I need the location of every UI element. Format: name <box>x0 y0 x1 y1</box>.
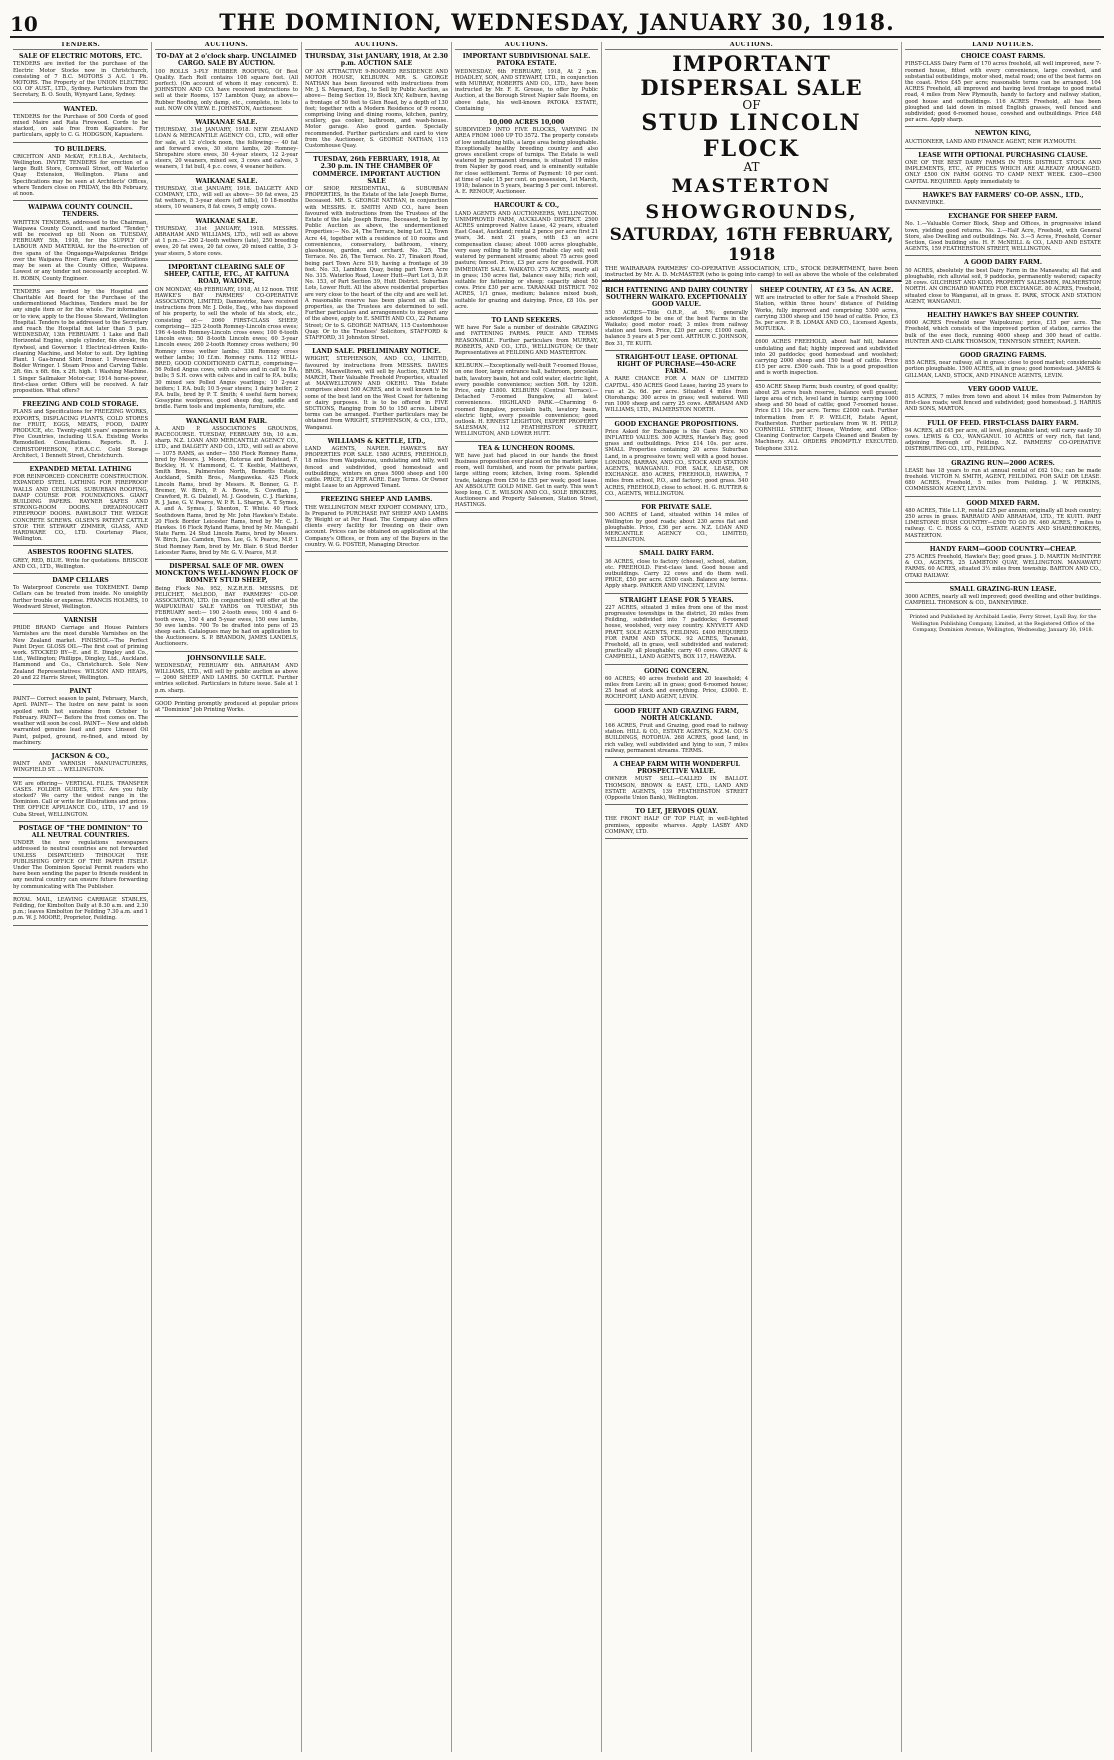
advertisement <box>13 289 148 398</box>
column-header: TENDERS. <box>13 42 148 50</box>
ad-body: 855 ACRES, near railway, all in grass; close to good market; considerable portion ploughable. 1500 ACRES, all in grass; good homestead. JAMES & GILLMAN, LAND, STOCK, AND FINANCE AGENTS, LEVIN. <box>905 360 1101 379</box>
column-header: AUCTIONS. <box>605 42 898 50</box>
advertisement <box>755 384 898 456</box>
divider <box>905 609 1101 610</box>
advertisement <box>13 617 148 685</box>
divider <box>305 551 448 552</box>
advertisement <box>305 438 448 494</box>
divider <box>13 142 148 143</box>
divider <box>13 613 148 614</box>
ad-body: 6000 ACRES Freehold near Waipukurau; price, £15 per acre. The Freehold, which consists of the improved portion of station, carries the bulk of the ewe flock, running 4000 sheep and 300 head of cattle. HUNTER AND CLARK THOMSON, TENNYSON STREET, NAPIER. <box>905 320 1101 345</box>
ad-body: ON MONDAY, 4th FEBRUARY, 1918, At 12 noon. THE HAWKE'S BAY FARMERS' CO-OPERATIVE ASSOCIATION, LIMITED, Dannevirke, have received instructions from Mr. J. Doile, Esq., who has disposed of his property, to sell the whole of his stock, etc., consisting of:— 2060 FIRST-CLASS SHEEP, comprising— 325 2-tooth Romney-Lincoln cross ewes; 196 4-tooth Romney-Lincoln cross ewes; 100 6-tooth Lincoln ewes; 50 8-tooth Lincoln ewes; 60 3-year Lincoln ewes; 260 2-tooth Romney cross wethers; 90 Romney cross wether lambs; 338 Romney cross wether lambs; 10 f.f.m. Romney rams. 112 WELL-BRED, GOOD CONDITIONED CATTLE, comprising— 56 Polled Angus cows, with calves and in calf to P.A. bulls; 5 S.H. cows with calves and in calf to P.A. bulls; 30 mixed sex Polled Angus yearlings; 10 2-year heifers; 1 P.A. bull; 10 5-year steers; 1 dairy heifer; 2 P.A. bulls, bred by P. T. Smith; 4 useful farm horses; Gossypine woolpress, good sheep dog, saddle and bridle. Farm tools and implements, furniture, etc. <box>155 286 298 411</box>
advertisement <box>155 178 298 215</box>
ad-heading: TO LET, JERVOIS QUAY. <box>635 808 718 816</box>
divider <box>13 925 148 926</box>
ad-body: THURSDAY, 31st JANUARY, 1918. DALGETY AND COMPANY, LTD., will sell as above— 50 fat ewes, 25 fat wethers, 8 3-year steers (off hills), 10 18-months steers, 10 weaners, 8 fat cows, 5 empty cows. <box>155 185 298 211</box>
advertisement <box>13 897 148 926</box>
ad-body: TENDERS are invited by the Hospital and Charitable Aid Board for the Purchase of the undermentioned Machines, Tenders must be for any single item or for the whole. For information or to view, apply to the House Steward, Wellington Hospital. Tenders to be addressed to the Secretary and reach the Hospital not later than 5 p.m. WEDNESDAY, 13th FEBRUARY. 1 Lake and Ball Horizontal Engine, single cylinder, 6in stroke, 9in flywheel, and Governor. 1 Electrical-driven Knife-cleaning Machine, and Motor to suit. Dry lighting Plant. 1 Gas-brand Shirt Ironer. 1 Power-driven Bolder Wringer. 1 Steam Press and Carving Table. 2ft. 6in. x 6ft. 6in. x 2ft. high. 1 Washing Machine. 1 Singer Sailmaker Motor-car, 1914 horse-power, first-class order. Offers will be received. A fair proposition. What offers? <box>13 288 148 394</box>
divider <box>605 804 748 805</box>
advertisement <box>155 218 298 261</box>
advertisement <box>905 312 1101 349</box>
dispersal-intro: THE WAIRARAPA FARMERS' CO-OPERATIVE ASSOCIATION, LTD., STOCK DEPARTMENT, have been instructed by Mr. A. D. McMASTER (who is going into camp) to sell as above the whole of the celebrated MATAWHERO LINCOLN FLOCK (N.Z.L.F.B.), comprising approximately:— <box>605 265 898 282</box>
divider <box>13 102 148 103</box>
divider <box>605 838 748 839</box>
divider <box>905 496 1101 497</box>
advertisement <box>155 701 298 717</box>
ad-body: AUCTIONEER, LAND AND FINANCE AGENT, NEW PLYMOUTH. <box>905 138 1077 145</box>
advertisement <box>13 106 148 143</box>
advertisement <box>905 130 1101 148</box>
divider <box>905 416 1101 417</box>
ad-body: LAND AGENTS, NAPIER. HAWKE'S BAY PROPERTIES FOR SALE. 1580 ACRES, FREEHOLD, 18 miles from Waipukurau, undulating and hilly, well fenced and subdivided, good homestead and outbuildings, winters on grass 5000 sheep and 100 cattle. PRICE, £12 PER ACRE. Easy Terms. Or Owner might Lease to an Approved Tenant. <box>305 445 448 490</box>
divider <box>155 174 298 175</box>
column-tenders <box>10 42 152 1752</box>
advertisement <box>605 550 748 593</box>
ad-heading: PAINT <box>69 688 92 696</box>
ad-body: PAINT— Correct season to paint, February, March, April. PAINT— The lustre on new paint is soon spoiled with hot sunshine from October to February. PAINT— Before the frost comes on. The weather will soon be cool. PAINT— New and oldish warranted genuine lead and pure Linseed Oil Paint, pulped, ground, re-fined, and mixed by machinery. <box>13 696 148 746</box>
ad-body: Price Asked for Exchange is the Cash Price. NO INFLATED VALUES. 300 ACRES, Hawke's Bay, good grass and outbuildings. Price £14 10s. per acre. SMALL Properties containing 20 acres Suburban Land, in a progressive town; well with a good house. LONDON, BARRAN, AND CO., STOCK AND STATION AGENTS, WANGANUI. FOR SALE, LEASE, OR EXCHANGE. 850 ACRES, FREEHOLD, HAWERA, 7 miles from school, P.O., and factory; good grass. 540 ACRES, FREEHOLD, close to school. H. G. RUTTER & CO., AGENTS, WELLINGTON. <box>605 428 749 497</box>
ad-heading: POSTAGE OF "THE DOMINION" TO ALL NEUTRAL COUNTRIES. <box>18 824 143 839</box>
ad-heading: GOOD GRAZING FARMS. <box>959 351 1047 359</box>
ad-heading: EXCHANGE FOR SHEEP FARM. <box>948 213 1058 221</box>
ad-body: LEASE has 18 years to run at annual rental of £62 10s.; can be made freehold. VICTOR N. SMITH, AGENT, FEILDING. FOR SALE OR LEASE. 680 ACRES, Freehold, 5 miles from Feilding. J. W. PERKINS, COMMISSION AGENT, LEVIN. <box>905 467 1101 493</box>
divider <box>755 455 898 456</box>
ad-body: KELBURN.—Exceptionally well-built 7-roomed House, on one floor, large entrance hall, bathroom, porcelain bath, lavatory basin, hot and cold water, electric light, every possible convenience; section 50ft. by 120ft. Price, only £1800. KELBURN (Central Terrace).—Detached 7-roomed Bungalow, all latest conveniences. HIGHLAND PARK.—Charming 6-roomed Bungalow, porcelain bath, lavatory basin, electric light, every possible convenience; good outlook. H. ERNEST LEIGHTON, EXPERT PROPERTY SALESMAN, 112 FEATHERSTON STREET, WELLINGTON, AND LOWER HUTT. <box>455 363 598 438</box>
ad-heading: FOR PRIVATE SALE. <box>641 504 712 512</box>
ad-heading: FREEZING AND COLD STORAGE. <box>22 401 139 409</box>
ad-heading: TEA & LUNCHEON ROOMS. <box>478 444 575 452</box>
advertisement <box>455 363 598 441</box>
divider <box>755 380 898 381</box>
dispersal-title: IMPORTANT DISPERSAL SALE <box>640 51 863 101</box>
ad-body: WRITTEN TENDERS, addressed to the Chairman, Waipawa County Council, and marked "Tender," will be received up till Noon on TUESDAY, FEBRUARY 5th, 1918, for the SUPPLY OF LABOUR AND MATERIAL for the Re-erection of five spans of the Ongaonga-Waipukurau Bridge over the Waipawa River. Plans and specifications may be seen at the County Office, Waipawa. Lowest or any tender not necessarily accepted. W. H. ROBIN, County Engineer. <box>13 219 148 282</box>
divider <box>455 198 598 199</box>
ad-heading: GOOD MIXED FARM. <box>966 499 1040 507</box>
divider <box>13 821 148 822</box>
advertisement <box>905 460 1101 497</box>
ad-heading: GOOD FRUIT AND GRAZING FARM, NORTH AUCKLAND. <box>614 707 739 722</box>
advertisement <box>755 339 898 380</box>
advertisement <box>13 466 148 546</box>
ad-heading: FREEZING SHEEP AND LAMBS. <box>320 496 433 504</box>
ad-heading: JOHNSONVILLE SALE. <box>186 654 267 662</box>
dispersal-at: AT <box>743 160 760 175</box>
advertisement <box>155 563 298 652</box>
divider <box>905 582 1101 583</box>
advertisement <box>605 287 748 351</box>
ad-heading: TO BUILDERS. <box>54 145 107 153</box>
ad-body: 3000 ACRES, nearly all well improved; good dwelling and other buildings. CAMPBELL THOMSON & CO., DANNEVIRKE. <box>905 594 1101 607</box>
advertisement <box>13 781 148 822</box>
ad-body: WE are offering— VERTICAL FILES. TRANSFER CASES. FOLDER GUIDES, ETC. Are you fully stocked? We carry the widest range in the Dominion. Call or write for illustrations and prices. THE OFFICE APPLIANCE CO., LTD., 17 and 19 Cuba Street, WELLINGTON. <box>13 780 148 818</box>
ad-heading: TUESDAY, 26th FEBRUARY, 1918, At 2.30 p.m. IN THE CHAMBER OF COMMERCE. IMPORTANT AUCTION SALE <box>312 156 441 185</box>
advertisement <box>305 496 448 552</box>
divider <box>455 115 598 116</box>
advertisement <box>305 348 448 435</box>
ad-heading: HAWKE'S BAY FARMERS' CO-OP. ASSN., LTD., <box>922 191 1084 199</box>
ad-heading: TO-DAY at 2 o'clock sharp. UNCLAIMED CARGO. SALE BY AUCTION. <box>156 53 297 68</box>
ad-body: 480 ACRES, Title L.I.P., rental £25 per annum; originally all bush country; 250 acres in grass. BARRAUD AND ABRAHAM, LTD., TE KUITI. PART LIMESTONE BUSH COUNTRY—£500 TO GO IN. 460 ACRES, 7 miles to railway. C. C. ROSS & CO., ESTATE AGENTS AND SHAREBROKERS, MASTERTON. <box>905 507 1101 539</box>
ad-body: 94 ACRES, all £45 per acre, all level, ploughable land; will carry easily 30 cows. LEWIS & CO., WANGANUI. 10 ACRES of very rich, flat land, adjoining Borough of Feilding. N.Z. FARMERS' CO-OPERATIVE DISTRIBUTING CO., LTD., FEILDING. <box>905 427 1101 453</box>
ad-heading: WILLIAMS & KETTLE, LTD., <box>327 437 426 445</box>
ad-body: WEDNESDAY, FEBRUARY 6th. ABRAHAM AND WILLIAMS, LTD., will sell by public auction as above— 2060 SHEEP AND LAMBS. 50 CATTLE. Further entries solicited. Particulars in future issue. Sale at 1 p.m. sharp. <box>155 662 298 694</box>
advertisement <box>605 421 748 501</box>
ad-body: OWNER MUST SELL—CALLED IN BALLOT. THOMSON, BROWN & EAST, LTD., LAND AND ESTATE AGENTS, 139 FEATHERSTON STREET (Opposite Union Bank), Wellington. <box>605 776 748 802</box>
ad-body: 50 ACRES, absolutely the best Dairy Farm in the Manawatu; all flat and ploughable, rich alluvial soil, 9 paddocks, permanently watered; capacity 28 cows. GILCHRIST AND KIDD, PROPERTY SALESMEN, PALMERSTON NORTH. AN ORCHARD WANTED FOR EXCHANGE. 80 ACRES, Freehold, situated close to Wanganui, all in grass. E. PARK, STOCK AND STATION AGENT, WANGANUI. <box>905 267 1101 305</box>
advertisement <box>905 53 1101 127</box>
ad-heading: FULL OF FEED. FIRST-CLASS DAIRY FARM. <box>927 419 1079 427</box>
divider <box>755 335 898 336</box>
divider <box>155 260 298 261</box>
ad-body: 36 ACRES, close to factory (cheese), school, station, etc. FREEHOLD. First-class land. Good house and outbuildings. Carry 22 cows and do them well. PRICE, £50 per acre. £500 cash. Balance any terms. Apply sharp. PARKER AND VINCENT, LEVIN. <box>605 558 748 590</box>
ad-heading: WAIKANAE SALE. <box>195 177 258 185</box>
ad-body: ONE OF THE BEST DAIRY FARMS IN THIS DISTRICT. STOCK AND IMPLEMENTS, ETC., AT PRICES WHICH ARE ALREADY ARRANGED. ONLY £500 ON FARM GOING TO CAMP NEXT WEEK. £300—£500 CAPITAL REQUIRED. Apply immediately to <box>905 160 1101 185</box>
divider <box>305 152 448 153</box>
ad-heading: IMPORTANT CLEARING SALE OF SHEEP, CATTLE, ETC., AT KAITUNA ROAD, WAIONE, <box>164 263 289 286</box>
column-auctions-2 <box>302 42 452 1752</box>
ad-heading: DAMP CELLARS <box>52 577 109 585</box>
ad-body: WEDNESDAY, 6th FEBRUARY, 1918, At 2 p.m. HOADLEY, SON, AND STEWART, LTD., in conjunction with MURRAY, ROBERTS AND CO., LTD., have been instructed by Mr. F. E. Grouse, to offer by Public Auction, at the Borough Street Napier Sale Rooms, on above date, his well-known PATOKA ESTATE, Containing <box>455 68 598 112</box>
ad-heading: IMPORTANT SUBDIVISIONAL SALE. PATOKA ESTATE. <box>462 53 591 68</box>
advertisement <box>455 317 598 360</box>
ad-heading: LAND SALE. PRELIMINARY NOTICE. <box>312 348 441 356</box>
ad-heading: NEWTON KING, <box>974 130 1032 138</box>
divider <box>605 757 748 758</box>
divider <box>905 148 1101 149</box>
advertisement <box>13 401 148 463</box>
ad-heading: EXPANDED METAL LATHING <box>29 465 132 473</box>
ad-heading: SHEEP COUNTRY, AT £3 5s. AN ACRE. <box>759 287 894 294</box>
ad-body: 815 ACRES, 7 miles from town and about 14 miles from Palmerston by first-class roads; well fenced and subdivided; good homestead. J. HARRIS AND SONS, MARTON. <box>905 393 1101 413</box>
ad-body: 100 ROLLS 3-PLY RUBBER ROOFING, Of Best Quality. Each Roll contains 108 square feet. (All perfect). (On account of whom it may concern). E. JOHNSTON AND CO. have received instructions to sell at their Rooms, 157 Lambton Quay, as above— Rubber Roofing, only damp, etc., complete, in lots to suit. NOW ON VIEW. E. JOHNSTON, Auctioneer. <box>155 68 298 112</box>
column-header: AUCTIONS. <box>155 42 298 50</box>
ad-body: PRIDE BRAND Carriage and House Painters Varnishes are the most durable Varnishes on the New Zealand market. FINISHOL—The Perfect Paint Dryer. GLOSS OIL—The first coat of priming work. STOCKED BY—E. and E. Dingley and Co., Ltd., Wellington; Phillipps, Dingley, Ltd., Auckland. Hammond and Co., Christchurch. Sole New Zealand Representatives: WILSON AND HEAPS, 20 and 22 Harris Street, Wellington. <box>13 625 148 681</box>
ad-body: A RARE CHANCE FOR A MAN OF LIMITED CAPITAL. 450 ACRES Good Lease, having 25 years to run at 2s. 6d. per acre. Situated 4 miles from Otorohanga; 300 acres in grass; well watered. Will run 1000 sheep and carry 25 cows. ABRAHAM AND WILLIAMS, LTD., PALMERSTON NORTH. <box>605 376 748 414</box>
dispersal-sale-box <box>602 42 902 282</box>
ad-body: LAND AGENTS AND AUCTIONEERS, WELLINGTON. UNIMPROVED FARM, AUCKLAND DISTRICT. 2500 ACRES unimproved Native Lease, 42 years, situated East Coast, Auckland; rental 2 pence per acre first 21 years, 3d. next 21 years, with £3 an acre compensation clause; about 1000 acres ploughable, very easy rolling to hilly good friable clay soil; well watered by permanent streams; about 75 acres good pasture; fenced. Price, £3 per acre for goodwill. FOR IMMEDIATE SALE. WAIKATO. 275 ACRES, nearly all in grass; 150 acres flat, balance easy hills; rich soil, suitable for fattening or sheep; capacity about 50 cows. Price £30 per acre. TARANAKI DISTRICT. 702 ACRES, 1/1 grass, medium; balance mixed bush, suitable for grazing and dairying. Price, £8 10s. per acre. <box>455 210 598 310</box>
ad-heading: 10,000 ACRES 10,000 <box>488 119 565 127</box>
divider <box>605 593 748 594</box>
ad-heading: WAIKANAE SALE. <box>195 217 258 225</box>
divider <box>13 749 148 750</box>
ad-heading: STRAIGHT LEASE FOR 5 YEARS. <box>619 596 734 604</box>
ad-heading: HEALTHY HAWKE'S BAY SHEEP COUNTRY. <box>927 311 1079 319</box>
advertisement <box>455 119 598 199</box>
advertisement <box>905 152 1101 189</box>
ad-body: 450 ACRE Sheep Farm; bush country, of good quality; about 25 acres bush reserve, balance well grassed; large area of rich, level land in turnip; carrying 1000 sheep and 50 head of cattle; good 7-roomed house. Price £11 10s. per acre. Terms: £2000 cash. Further information from F. P. WELCH, Estate Agent, Featherston. Further particulars from W. H. PHILP, CORNHILL STREET, House, Window, and Office-Cleaning Contractor. Carpets Cleaned and Beaten by Machinery. ALL ORDERS PROMPTLY EXECUTED. Telephone 3312. <box>755 383 898 452</box>
ad-heading: THURSDAY, 31st JANUARY, 1918, At 2.30 p.m. AUCTION SALE <box>305 53 448 68</box>
ad-heading: RICH FATTENING AND DAIRY COUNTRY SOUTHERN WAIKATO. EXCEPTIONALLY GOOD VALUE. <box>605 287 748 309</box>
advertisement <box>605 597 748 665</box>
divider <box>605 350 748 351</box>
advertisement <box>905 386 1101 417</box>
advertisement <box>13 688 148 750</box>
column-auctions-1 <box>152 42 302 1752</box>
ad-heading: STRAIGHT-OUT LEASE. OPTIONAL RIGHT OF PURCHASE—450-ACRE FARM. <box>615 353 738 376</box>
divider <box>155 716 298 717</box>
advertisement <box>13 577 148 614</box>
column-auctions-4 <box>602 284 752 1752</box>
divider <box>155 651 298 652</box>
ad-body: PAINT AND VARNISH MANUFACTURERS, WINGFIELD ST. ... WELLINGTON. <box>13 761 148 774</box>
ad-body: 500 ACRES of Land, situated within 14 miles of Wellington by good roads; about 230 acres flat and ploughable. Price, £36 per acre. N.Z. LOAN AND MERCANTILE AGENCY CO., LIMITED, WELLINGTON. <box>605 512 748 544</box>
advertisement <box>155 264 298 415</box>
ad-heading: TO LAND SEEKERS. <box>491 316 562 324</box>
divider <box>605 546 748 547</box>
ad-heading: HARCOURT & CO., <box>493 202 560 210</box>
advertisement <box>455 445 598 513</box>
advertisement <box>155 53 298 116</box>
ad-body: THE FRONT HALF OF TOP FLAT, in well-lighted premises, opposite wharves. Apply LASBY AND COMPANY, LTD. <box>605 816 748 835</box>
ad-body: FOR REINFORCED CONCRETE CONSTRUCTION. EXPANDED STEEL LATHING FOR FIREPROOF WALLS AND CEILINGS. SUBURBAN ROOFING, DAMP COURSE FOR FOUNDATIONS. GIANT BUILDING PAPERS. RAYNER SAFES AND STRONG-ROOM DOORS. DREADNOUGHT FIREPROOF DOORS. RAWLBOLT THE WEDGE CONCRETE SCREWS. OLSEN'S PATENT CATTLE STOP. THE STEWART ZIMMER, GLASS, AND HARDWARE CO., LTD. Courtenay Place, Wellington. <box>13 474 148 543</box>
ad-body: THURSDAY, 31st JANUARY, 1918. NEW ZEALAND LOAN & MERCANTILE AGENCY CO., LTD., will offer for sale, at 12 o'clock noon, the following:— 40 fat and forward ewes, 30 store lambs, 20 Romney-Shropshire store ewes, 30 4-year steers, 12 2-year steers, 20 weaners, mixed sex, 3 cows and calves, 3 weaners, 1 fat bull, 4 p.c. cows, 4 weaner heifers. <box>155 127 298 171</box>
ad-body: THURSDAY, 31st JANUARY, 1918. MESSRS. ABRAHAM AND WILLIAMS, LTD., will sell as above at 1 p.m.:— 250 2-tooth wethers (late), 250 breeding ewes, 20 fat ewes, 20 fat cows, 20 mixed cattle, 3 3-year steers, 5 store cows. <box>155 225 298 257</box>
advertisement <box>455 202 598 313</box>
column-auctions-5 <box>752 284 902 1752</box>
ad-heading: GOING CONCERN. <box>644 667 709 675</box>
divider <box>455 313 598 314</box>
ad-heading: VERY GOOD VALUE. <box>967 385 1039 393</box>
advertisement <box>13 146 148 202</box>
divider <box>605 500 748 501</box>
divider <box>155 214 298 215</box>
ad-heading: LEASE WITH OPTIONAL PURCHASING CLAUSE. <box>918 151 1088 159</box>
advertisement <box>13 753 148 778</box>
ad-body: GOOD Printing promptly produced at popular prices at "Dominion" Job Printing Works. <box>155 700 298 714</box>
ad-body: 227 ACRES, situated 3 miles from one of the most progressive townships in the district, 20 miles from Feilding, subdivided into 7 paddocks; 6-roomed house, woolshed, very easy country. KNYVETT AND PRATT, SOLE AGENTS, FEILDING. £400 REQUIRED FOR FARM AND STOCK. 92 ACRES, Taranaki, Freehold, all in grass, well subdivided and watered; practically all ploughable; carry 40 cows. GRANT & CAMPBELL, LAND AGENTS, BOX 117, HAWERA. <box>605 604 748 661</box>
divider <box>905 188 1101 189</box>
advertisement <box>605 504 748 547</box>
masthead-title: THE DOMINION, WEDNESDAY, JANUARY 30, 1918. <box>219 10 895 36</box>
column-auctions-3 <box>452 42 602 1752</box>
dispersal-date: SATURDAY, 16TH FEBRUARY, 1918 <box>609 224 894 265</box>
divider <box>13 777 148 778</box>
ad-heading: VARNISH <box>63 617 98 625</box>
ad-body: To Waterproof Concrete use TOXEMENT. Damp Cellars can be treated from inside. No unsightly further trouble or expense. FRANCIS HOLMES, 10 Woodward Street, Wellington. <box>13 585 148 610</box>
column-header: AUCTIONS. <box>305 42 448 50</box>
ad-body: CRICHTON AND McKAY, F.R.I.B.A., Architects, Wellington. INVITE TENDERS for erection of a large Built Store, Cornwall Street, off Waterloo Quay Extension, Wellington. Plans and Specifications may be seen at Architects' Offices, where Tenders close on FRIDAY, the 8th February, at noon. <box>13 153 148 198</box>
advertisement <box>905 192 1101 210</box>
divider <box>905 255 1101 256</box>
advertisement <box>605 808 748 839</box>
advertisement <box>305 53 448 153</box>
column-header: LAND NOTICES. <box>905 42 1101 50</box>
divider <box>605 704 748 705</box>
advertisement <box>905 352 1101 383</box>
divider <box>155 115 298 116</box>
divider <box>13 285 148 286</box>
divider <box>13 200 148 201</box>
advertisement <box>605 354 748 418</box>
column-land-notices <box>902 42 1104 1752</box>
ad-body: OF SHOP, RESIDENTIAL, & SUBURBAN PROPERTIES, In the Estate of the late Joseph Burne, Deceased. MR. S. GEORGE NATHAN, in conjunction with MESSRS. E. SMITH AND CO., have been favoured with instructions from the Trustees of the Estate of the late Joseph Burne, Deceased, to Sell by Public Auction as above, the undermentioned Properties:— No. 24, The Terrace, being Lot 12, Town Acre 44, together with a residence of 10 rooms and conveniences, conservatory, bathroom, vinery, glasshouse, garden, and orchard. No. 25, The Terrace. No. 26, The Terrace. No. 27, Tinakori Road, being part Town Acre 519, having a frontage of 39 feet. No. 33, Lambton Quay, being part Town Acre No. 315. Waterloo Road, Lower Hutt—Part Lot 3, D.P. No. 153, of Part Section 39, Hutt District. Suburban Lots, Lower Hutt. All the above residential properties are very close to the heart of the city and are well let. A reasonable reserve has been placed on all the properties, as the Trustees are determined to sell. Further particulars and arrangements to inspect any of the above, apply to E. SMITH AND CO., 22 Panama Street; Or to S. GEORGE NATHAN, 115 Customhouse Quay. Or to the Trustees' Solicitors, STAFFORD & STAFFORD, 31 Johnston Street. <box>305 186 448 341</box>
ad-body: £600 ACRES FREEHOLD, about half hill, balance undulating and flat; highly improved and subdivided into 20 paddocks; good homestead and woolshed; carrying 2000 sheep and 150 head of cattle. Price £15 per acre. £500 cash. This is a good proposition and is worth inspection. <box>755 339 898 377</box>
ad-body: WRIGHT, STEPHENSON, AND CO., LIMITED, favoured by instructions from MESSRS. DAVIES BROS., Maxwelltown, will sell by Auction, EARLY IN MARCH, Their Valuable Freehold Properties, situated at MAXWELLTOWN AND OKEHU. This Estate comprises about 500 ACRES, and is well known to be some of the best land on the West Coast for fattening or dairy purposes. It is to be offered in FIVE SECTIONS, Ranging from 50 to 150 acres. Liberal terms can be arranged. Further particulars may be obtained from WRIGHT, STEPHENSON, & CO., LTD., Wanganui. <box>305 356 448 431</box>
ad-body: FIRST-CLASS Dairy Farm of 170 acres freehold, all well improved, new 7-roomed house, fitted with every convenience, large cowshed, and substantial outbuildings, motor shed, metal road; one of the best farms on the coast. Price £45 per acre; reasonable terms can be arranged. 104 ACRES Freehold, all improved and having level frontage to good metal road, 4 miles from New Plymouth, handy to factory and railway station, good house and outbuildings. 116 ACRES Freehold, all has been ploughed and laid down in mixed English grasses, well fenced and subdivided; good 6-roomed house, cowshed and outbuildings. Price £48 per acre. Apply sharp. <box>905 61 1101 124</box>
dispersal-flock: STUD LINCOLN FLOCK <box>641 110 862 163</box>
advertisement <box>13 204 148 285</box>
ad-heading: CHOICE COAST FARMS. <box>960 53 1046 61</box>
ad-heading: ASBESTOS ROOFING SLATES. <box>27 549 134 557</box>
ad-heading: SALE OF ELECTRIC MOTORS, ETC. <box>18 53 143 61</box>
page-number: 10 <box>10 12 38 36</box>
ad-body: TENDERS for the Purchase of 500 Cords of good mixed Maire and Rata Firewood. Cords to be stacked, on sale free from Kapuatere. For particulars, apply to C. G. HODGSON, Kapuatere. <box>13 113 148 139</box>
divider <box>155 697 298 698</box>
divider <box>13 545 148 546</box>
column-header: AUCTIONS. <box>455 42 598 50</box>
divider <box>905 542 1101 543</box>
advertisement <box>605 708 748 758</box>
ad-body: GREY, RED, BLUE. Write for quotations. BRISCOE AND CO., LTD., Wellington. <box>13 557 148 570</box>
divider <box>905 126 1101 127</box>
divider <box>13 893 148 894</box>
ad-body: UNDER the new regulations newspapers addressed to neutral countries are not forwarded UNLESS DISPATCHED THROUGH THE PUBLISHING OFFICE OF THE PAPER ITSELF. Under The Dominion Special Permit readers who have been sending the paper to friends resident in any neutral country can ensure future forwarding by communicating with The Publisher. <box>13 840 148 890</box>
ad-body: SUBDIVIDED INTO FIVE BLOCKS, VARYING IN AREA FROM 1060 UP TO 3572. The property consists of low undulating hills, a large area being ploughable. Exceptionally healthy breeding country and also grows excellent crops of turnips. The Estate is well watered by permanent streams, is situated 19 miles from Napier by good road, and is eminently suitable for close settlement. Terms of Payment: 10 per cent. at time of sale; 15 per cent. on possession, 1st March, 1918; balance in 5 years, bearing 5 per cent. interest. A. E. RENOUF, Auctioneer. <box>455 127 598 196</box>
masthead <box>10 8 1104 38</box>
ad-heading: JACKSON & CO., <box>51 752 110 760</box>
ad-heading: HANDY FARM—GOOD COUNTRY—CHEAP. <box>929 545 1077 553</box>
advertisement <box>13 53 148 102</box>
divider <box>905 209 1101 210</box>
advertisement <box>305 156 448 345</box>
ad-body: 166 ACRES, Fruit and Grazing, good road to railway station. HILL & CO., ESTATE AGENTS, N.Z.M. CO.'S BUILDINGS, ROTORUA. 268 ACRES, good land, in rich valley, well subdivided and lying to sun, 7 miles railway, permanent streams. TERMS. <box>605 722 748 754</box>
ad-body: Being Flock No. 952, N.Z.R.F.B. MESSRS. DE PELICHET, McLEOD, BAY FARMERS' CO-OP. ASSOCIATION, LTD. (in conjunction) will offer at the WAIPUKURAU SALE YARDS on TUESDAY, 5th FEBRUARY next:— 190 2-tooth ewes, 160 4 and 6-tooth ewes, 150 4 and 5-year ewes, 150 ewe lambs, 50 ewe lambs. 700 To be drafted into pens of 25 sheep each. Catalogues may be had on application to the Auctioneers. S. P. BRANDON, JAMES LANDELS, Auctioneers. <box>155 585 298 648</box>
ad-body: 550 ACRES—Title O.R.P., at 5%; generally acknowledged to be one of the best Farms in the Waikato; good motor road; 3 miles from railway station and town. Price, £20 per acre; £1000 cash, balance 5 years at 5 per cent. ARTHUR C. JOHNSON, Box 31, TE KUITI. <box>605 309 748 347</box>
advertisement <box>13 825 148 894</box>
ad-body: ROYAL MAIL, LEAVING CARRIAGE STABLES, Feilding, for Kimbolton Daily at 8.30 a.m. and 2.30 p.m.; leaves Kimbolton for Feilding 7.30 a.m. and 1 p.m. W. J. MOORE, Proprietor, Feilding. <box>13 896 148 922</box>
imprint-footer: Printed and Published by Archibald Leslie, Ferry Street, Lyall Bay, for the Wellington Publishing Company, Limited, at the Registered Office of the Company, Dominion Avenue, Wellington, Wednesday, January 30, 1918. <box>909 614 1097 633</box>
advertisement <box>155 655 298 698</box>
divider <box>13 684 148 685</box>
advertisement <box>905 586 1101 611</box>
ad-heading: A CHEAP FARM WITH WONDERFUL PROSPECTIVE VALUE. <box>613 761 740 776</box>
advertisement <box>455 53 598 116</box>
ad-body: No. 1.—Valuable Corner Block, Shop and Offices, in progressive inland town, yielding good returns. No. 2.—Half Acre, Freehold, with General Store, also Dwelling and outbuildings. No. 3.—5 Acres, Freehold, Corner Section, Good building site. H. F. McNEILL & CO., LAND AND ESTATE AGENTS, 159 FEATHERSTON STREET, WELLINGTON. <box>905 221 1101 253</box>
divider <box>605 664 748 665</box>
ad-body: WE have just had placed in our hands the finest Business proposition ever placed on the market; large room, well furnished, and room for private parties, large sitting room; kitchen, living room. Splendid trade, takings from £50 to £55 per week; good lease. AN ABSOLUTE GOLD MINE. Get in early. This won't keep long. C. E. WILSON AND CO., SOLE BROKERS, Auctioneers and Property Salesmen, Station Street, HASTINGS. <box>455 452 598 509</box>
ad-body: WE are instructed to offer for Sale a Freehold Sheep Station, within three hours' distance of Feilding Works, fully improved and comprising 5300 acres, carrying 3300 sheep and 150 head of cattle. Price, £3 5s. per acre. P. B. LOMAX AND CO., Licensed Agents, MOTUEKA. <box>755 295 898 333</box>
ad-heading: WAIKANAE SALE. <box>195 119 258 127</box>
divider <box>455 359 598 360</box>
divider <box>905 348 1101 349</box>
ad-body: 60 ACRES; 40 acres freehold and 20 leasehold; 4 miles from Levin; all in grass; good 6-roomed house; 25 head of stock and everything. Price, £3000. E. ROCHFORT, LAND AGENT, LEVIN. <box>605 675 748 701</box>
ad-body: A. AND P. ASSOCIATION'S GROUNDS, RACECOURSE. TUESDAY, FEBRUARY 5th, 10 a.m. sharp. N.Z. LOAN AND MERCANTILE AGENCY CO., LTD., and DALGETY AND CO., LTD., will sell as above— 1075 RAMS, as under— 550 Flock Romney Rams, bred by Messrs. J. Moore, Rotorua and Bulstead, F. Buckley, H. V. Hammond, C. T. Keeble, Matthews, Smith Bros., Palmerston North, Bennetts Estate, Auckland, Smith Bros., Mangaweka. 425 Flock Lincoln Rams, bred by Messrs. R. Bonner, G. F. Bremer, W. Birch, P. A. Bowie, S. Cowdian, J. Crawford, R. G. Dalziell, M. J. Goodwin, C. J. Harkins, R. J. Jane, G. V. Pearce, W. P. R. L. Sharpe, A. T. Symes, A. and A. Symes, J. Shenton, T. White. 40 Flock Southdown Rams, bred by Mr. John Hawkes's Estate. 20 Flock Border Leicester Rams, bred by Mr. C. J. Hawkes. 16 Flock Ryland Rams, bred by Mr. Mangabi State Farm. 24 Stud Lincoln Rams, bred by Messrs. W. Birch, Jas. Camden, Thos. Lee, G. V. Pearce, M.P. 1 Stud Romney Ram, bred by Mr. Blair. 6 Stud Border Leicester Rams, bred by Mr. G. V. Pearce, M.P. <box>155 425 299 556</box>
divider <box>305 344 448 345</box>
advertisement <box>905 546 1101 583</box>
advertisement <box>905 213 1101 256</box>
ad-heading: SMALL DAIRY FARM. <box>639 550 714 558</box>
advertisement <box>905 420 1101 457</box>
advertisement <box>755 287 898 336</box>
ad-body: THE WELLINGTON MEAT EXPORT COMPANY, LTD., Is Prepared to PURCHASE FAT SHEEP AND LAMBS By Weight or at Per Head. The Company also offers clients every facility for freezing on their own account. Prices can be obtained on application at the Company's Offices, or from any of the Buyers in the country. W. G. FOSTER, Managing Director. <box>305 504 448 548</box>
divider <box>305 492 448 493</box>
divider <box>605 417 748 418</box>
divider <box>13 397 148 398</box>
dispersal-of: OF <box>742 98 761 113</box>
divider <box>905 456 1101 457</box>
ad-body: 275 ACRES Freehold, Hawke's Bay; good grass. J. D. MARTIN McINTYRE & CO., AGENTS, 25 LAMBTON QUAY, WELLINGTON. MANAWATU FARMS. 60 ACRES, situated 3½ miles from township. BARTON AND CO., OTAKI RAILWAY. <box>905 554 1101 579</box>
divider <box>455 441 598 442</box>
ad-heading: DISPERSAL SALE OF MR. OWEN MONCKTON'S WELL-KNOWN FLOCK OF ROMNEY STUD SHEEP, <box>155 563 298 585</box>
ad-heading: WANGANUI RAM FAIR. <box>185 417 268 425</box>
divider <box>905 308 1101 309</box>
advertisement <box>905 500 1101 543</box>
ad-heading: GRAZING RUN—2000 ACRES. <box>951 459 1055 467</box>
ad-body: PLANS and Specifications for FREEZING WORKS, EXPORTS, DISPLACING PLANTS, COLD STORES for FRUIT, EGGS, MEATS, FOOD, DAIRY PRODUCE, etc. Twenty-eight years' experience in Five Countries, including U.S.A. Existing Works Remodelled. Consultations. Reports. R. J. CHRISTOPHERSON, F.R.A.C.C. Cold Storage Architect, 1 Bennett Street, Christchurch. <box>13 409 148 459</box>
divider <box>13 462 148 463</box>
ad-heading: GOOD EXCHANGE PROPOSITIONS. <box>614 420 739 428</box>
advertisement <box>155 418 298 560</box>
ad-heading: WANTED. <box>63 105 98 113</box>
advertisement <box>13 549 148 574</box>
advertisement <box>905 259 1101 308</box>
ad-heading: A GOOD DAIRY FARM. <box>963 259 1043 267</box>
divider <box>155 559 298 560</box>
advertisement <box>605 668 748 705</box>
ad-body: OF AN ATTRACTIVE 9-ROOMED RESIDENCE AND MOTOR HOUSE, KELBURN. MR. S. GEORGE NATHAN has been favoured with instructions from Mr. J. S. Maynard, Esq., to Sell by Public Auction, as above— Being Section 19, Block XIV, Kelburn, having a frontage of 50 feet to Glen Road, by a depth of 130 feet; together with a Modern Residence of 9 rooms, comprising living and dining rooms, kitchen, pantry, scullery, gas cooker, bathroom, and wash-house. Motor garage. Also good garden. Specially recommended. Further particulars and card to view from the Auctioneer, S. GEORGE NATHAN, 115 Customhouse Quay. <box>305 68 448 150</box>
ad-body: DANNEVIRKE. <box>905 200 945 207</box>
ad-heading: SMALL GRAZING-RUN LEASE. <box>949 585 1057 593</box>
advertisement <box>155 119 298 175</box>
ad-body: TENDERS are invited for the purchase of the Electric Motor Stocks now in Christchurch, consisting of 7 B.C. MOTORS 3 A.C. 1 Ph. MOTORS. The Property of the UNION ELECTRIC CO. OF AUST., LTD., Sydney. Particulars from the Secretary, B. O. South, Wynyard Lane, Sydney. <box>13 61 148 99</box>
ad-body: WE have For Sale a number of desirable GRAZING and FATTENING FARMS. PRICE AND TERMS REASONABLE. Further particulars from MURRAY, ROBERTS, AND CO., LTD., WELLINGTON; Or their Representatives at FEILDING AND MASTERTON. <box>455 325 598 356</box>
ad-heading: WAIPAWA COUNTY COUNCIL. TENDERS. <box>28 204 133 219</box>
divider <box>13 573 148 574</box>
divider <box>305 434 448 435</box>
dispersal-where: MASTERTON SHOWGROUNDS, <box>645 174 858 223</box>
divider <box>155 414 298 415</box>
advertisement <box>605 761 748 805</box>
divider <box>905 382 1101 383</box>
divider <box>455 512 598 513</box>
